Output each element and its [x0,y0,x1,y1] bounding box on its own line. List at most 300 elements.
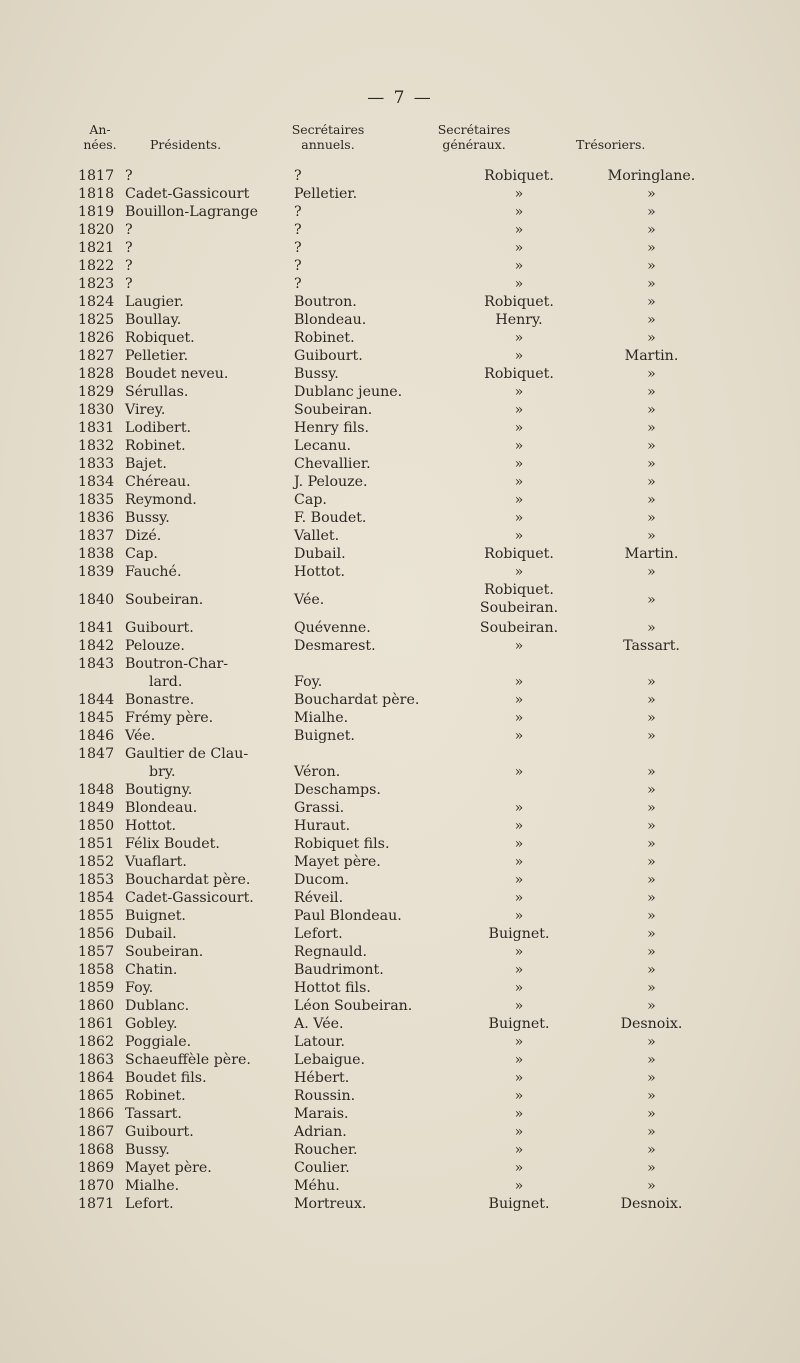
year-cell: 1863 [78,1052,115,1068]
president-cell: Bussy. [125,510,170,526]
tresorier-cell: » [647,728,656,744]
president-cell: ? [125,258,133,274]
secretaire-annuel-cell: Roussin. [294,1088,356,1104]
secretaire-general-cell: » [514,1160,524,1176]
table-row [78,1123,709,1141]
tresorier-cell: Tassart. [623,638,680,654]
secretaire-annuel-cell: Méhu. [294,1178,340,1194]
secretaire-annuel-cell: Hébert. [294,1070,350,1086]
year-cell: 1840 [78,592,115,608]
president-cell: Dizé. [125,528,162,544]
table-row [78,581,709,619]
tresorier-cell: » [647,1160,656,1176]
president-cell: Frémy père. [125,710,214,726]
table-row [78,527,709,545]
table-row [78,835,709,853]
secretaire-general-cell: » [514,384,524,400]
table-row [78,997,709,1015]
table-row [78,727,709,745]
table-row [78,781,709,799]
tresorier-cell: » [647,818,656,834]
president-cell: Vuaflart. [125,854,187,870]
secretaire-general-cell: Robiquet. [484,546,554,562]
tresorier-cell: » [647,782,656,798]
table-row [78,691,709,709]
year-cell: 1849 [78,800,115,816]
secretaire-general-cell: » [514,276,524,292]
year-cell: 1852 [78,854,115,870]
secretaire-annuel-cell [294,745,444,763]
secretaire-general-cell: » [514,1142,524,1158]
year-cell: 1830 [78,402,115,418]
president-cell: Félix Boudet. [125,836,220,852]
secretaire-annuel-cell: Robinet. [294,330,355,346]
officers-table [78,167,709,1213]
secretaire-general-cell [444,655,594,673]
president-cell: Bajet. [125,456,167,472]
year-cell: 1867 [78,1124,115,1140]
table-row [78,365,709,383]
secretaire-general-cell: » [514,204,524,220]
year-cell: 1842 [78,638,115,654]
secretaire-annuel-cell: Desmarest. [294,638,376,654]
header-secretaires-annuels: Secrétaires annuels. [291,122,365,152]
tresorier-cell: » [647,492,656,508]
tresorier-cell: » [647,836,656,852]
year-cell [78,763,125,781]
president-cell: Cadet-Gassicourt [125,186,250,202]
table-row [78,817,709,835]
year-cell: 1865 [78,1088,115,1104]
president-cell: Boutron-Char- [125,656,229,672]
secretaire-annuel-cell: Foy. [294,674,323,690]
president-cell: ? [125,222,133,238]
secretaire-general-cell: Buignet. [488,1016,550,1032]
table-row [78,203,709,221]
tresorier-cell: » [647,692,656,708]
secretaire-general-cell: » [514,474,524,490]
tresorier-cell: » [647,474,656,490]
table-row [78,329,709,347]
tresorier-cell: » [647,456,656,472]
tresorier-cell: » [647,1106,656,1122]
president-cell: Bonastre. [125,692,195,708]
secretaire-general-cell: » [514,710,524,726]
table-row [78,979,709,997]
year-cell: 1871 [78,1196,115,1212]
tresorier-cell: » [647,258,656,274]
table-row [78,1177,709,1195]
secretaire-annuel-cell: Regnauld. [294,944,368,960]
secretaire-general-cell: » [514,998,524,1014]
year-cell: 1828 [78,366,115,382]
table-row [78,275,709,293]
secretaire-annuel-cell: Cap. [294,492,327,508]
year-cell: 1856 [78,926,115,942]
table-row [78,563,709,581]
secretaire-general-cell: » [514,564,524,580]
secretaire-general-cell: » [514,638,524,654]
president-cell: Chéreau. [125,474,191,490]
year-cell: 1820 [78,222,115,238]
president-cell: Reymond. [125,492,197,508]
year-cell: 1845 [78,710,115,726]
president-cell: Hottot. [125,818,177,834]
tresorier-cell: » [647,294,656,310]
table-row [78,455,709,473]
secretaire-annuel-cell: Baudrimont. [294,962,384,978]
table-row [78,491,709,509]
tresorier-cell: » [647,240,656,256]
tresorier-cell: » [647,1070,656,1086]
tresorier-cell: » [647,800,656,816]
year-cell: 1851 [78,836,115,852]
table-row [78,509,709,527]
president-cell: Gobley. [125,1016,178,1032]
secretaire-annuel-cell: ? [294,276,302,292]
secretaire-general-cell: » [514,1034,524,1050]
table-row [78,1087,709,1105]
table-row [78,673,709,691]
president-cell: Poggiale. [125,1034,192,1050]
secretaire-annuel-cell: F. Boudet. [294,510,367,526]
year-cell: 1825 [78,312,115,328]
secretaire-annuel-cell: Bussy. [294,366,339,382]
year-cell: 1833 [78,456,115,472]
tresorier-cell: Moringlane. [607,168,696,184]
table-row [78,799,709,817]
president-cell: Pelouze. [125,638,185,654]
tresorier-cell: » [647,710,656,726]
president-cell: Fauché. [125,564,182,580]
secretaire-annuel-cell: Blondeau. [294,312,367,328]
president-cell: Guibourt. [125,620,194,636]
secretaire-general-cell: » [514,962,524,978]
secretaire-annuel-cell: Guibourt. [294,348,363,364]
secretaire-general-cell: » [514,456,524,472]
secretaire-annuel-cell: Réveil. [294,890,344,906]
header-years: An- nées. [83,122,117,152]
president-cell: Bussy. [125,1142,170,1158]
secretaire-general-cell: Robiquet. [484,294,554,310]
year-cell: 1866 [78,1106,115,1122]
table-row [78,1033,709,1051]
header-presidents: Présidents. [150,137,222,152]
secretaire-general-line: Soubeiran. [479,600,559,616]
president-cell: Dublanc. [125,998,190,1014]
table-row [78,1069,709,1087]
secretaire-annuel-cell: Henry fils. [294,420,370,436]
tresorier-cell: » [647,402,656,418]
secretaire-general-cell: » [514,1070,524,1086]
year-cell: 1861 [78,1016,115,1032]
secretaire-annuel-cell: Soubeiran. [294,402,373,418]
tresorier-cell: » [647,276,656,292]
president-cell: Pelletier. [125,348,189,364]
president-cell: Vée. [125,728,156,744]
secretaire-annuel-cell: ? [294,240,302,256]
year-cell: 1848 [78,782,115,798]
president-cell: Guibourt. [125,1124,194,1140]
secretaire-annuel-cell: Lebaigue. [294,1052,366,1068]
president-cell: Foy. [125,980,154,996]
table-row [78,907,709,925]
president-cell: Tassart. [125,1106,182,1122]
secretaire-annuel-cell: Paul Blondeau. [294,908,402,924]
president-cell: Lefort. [125,1196,174,1212]
tresorier-cell [594,745,709,763]
secretaire-general-cell: » [514,836,524,852]
secretaire-annuel-cell: Latour. [294,1034,345,1050]
secretaire-general-cell: » [514,1106,524,1122]
tresorier-cell: » [647,908,656,924]
year-cell: 1832 [78,438,115,454]
secretaire-general-cell: » [514,222,524,238]
secretaire-annuel-cell: A. Vée. [294,1016,344,1032]
table-row [78,473,709,491]
secretaire-annuel-cell: Bouchardat père. [294,692,420,708]
table-row [78,419,709,437]
tresorier-cell: » [647,1142,656,1158]
table-row [78,871,709,889]
secretaire-annuel-cell: Vée. [294,592,325,608]
secretaire-annuel-cell: Grassi. [294,800,345,816]
tresorier-cell: » [647,674,656,690]
tresorier-cell [594,655,709,673]
president-cell: bry. [149,764,176,780]
table-row [78,1195,709,1213]
table-row [78,401,709,419]
secretaire-annuel-cell: Huraut. [294,818,351,834]
secretaire-annuel-cell: Robiquet fils. [294,836,390,852]
year-cell [78,673,125,691]
president-cell: Schaeuffèle père. [125,1052,251,1068]
table-row [78,347,709,365]
year-cell: 1817 [78,168,115,184]
table-row [78,1141,709,1159]
secretaire-general-cell: Buignet. [488,926,550,942]
president-cell: Cadet-Gassicourt. [125,890,254,906]
secretaire-annuel-cell: Mialhe. [294,710,349,726]
secretaire-general-cell: » [514,1088,524,1104]
year-cell: 1838 [78,546,115,562]
table-row [78,709,709,727]
tresorier-cell: » [647,854,656,870]
secretaire-annuel-cell: Vallet. [294,528,340,544]
tresorier-cell: » [647,510,656,526]
year-cell: 1834 [78,474,115,490]
secretaire-annuel-cell [294,655,444,673]
secretaire-annuel-cell: Coulier. [294,1160,350,1176]
tresorier-cell: Martin. [624,348,679,364]
secretaire-general-cell: » [514,330,524,346]
table-row [78,1015,709,1033]
tresorier-cell: » [647,1124,656,1140]
secretaire-general-cell: » [514,692,524,708]
tresorier-cell: » [647,620,656,636]
president-cell: Boutigny. [125,782,193,798]
year-cell: 1823 [78,276,115,292]
secretaire-annuel-cell: ? [294,258,302,274]
tresorier-cell: Martin. [624,546,679,562]
president-cell: Mayet père. [125,1160,212,1176]
president-cell: Boullay. [125,312,182,328]
year-cell: 1837 [78,528,115,544]
table-row [78,257,709,275]
tresorier-cell: » [647,564,656,580]
page-number: — 7 — [367,88,433,108]
year-cell: 1858 [78,962,115,978]
year-cell: 1847 [78,746,115,762]
tresorier-cell: » [647,438,656,454]
secretaire-annuel-cell: Mayet père. [294,854,381,870]
year-cell: 1859 [78,980,115,996]
secretaire-general-cell: » [514,420,524,436]
secretaire-general-cell: » [514,348,524,364]
year-cell: 1844 [78,692,115,708]
year-cell: 1850 [78,818,115,834]
secretaire-annuel-cell: Pelletier. [294,186,358,202]
tresorier-cell: » [647,330,656,346]
president-cell: ? [125,240,133,256]
table-row [78,637,709,655]
tresorier-cell: » [647,764,656,780]
president-cell: Soubeiran. [125,944,204,960]
table-row [78,925,709,943]
secretaire-annuel-cell: ? [294,204,302,220]
table-row [78,1159,709,1177]
secretaire-general-cell: » [514,492,524,508]
table-row [78,1105,709,1123]
tresorier-cell: » [647,1088,656,1104]
secretaire-annuel-cell: Léon Soubeiran. [294,998,413,1014]
year-cell: 1818 [78,186,115,202]
president-cell: Gaultier de Clau- [125,746,249,762]
tresorier-cell: » [647,1178,656,1194]
year-cell: 1831 [78,420,115,436]
tresorier-cell: » [647,222,656,238]
table-row [78,961,709,979]
tresorier-cell: » [647,366,656,382]
president-cell: Boudet fils. [125,1070,207,1086]
secretaire-annuel-cell: Chevallier. [294,456,371,472]
year-cell: 1855 [78,908,115,924]
year-cell: 1824 [78,294,115,310]
secretaire-annuel-cell: J. Pelouze. [294,474,368,490]
secretaire-general-cell: » [514,854,524,870]
tresorier-cell: » [647,962,656,978]
secretaire-general-cell: » [514,438,524,454]
table-row [78,1051,709,1069]
president-cell: Chatin. [125,962,178,978]
secretaire-annuel-cell: Quévenne. [294,620,371,636]
tresorier-cell: » [647,384,656,400]
year-cell: 1857 [78,944,115,960]
table-row [78,763,709,781]
secretaire-general-cell: » [514,764,524,780]
secretaire-annuel-cell: Roucher. [294,1142,358,1158]
secretaire-general-cell: » [514,908,524,924]
secretaire-annuel-cell: ? [294,222,302,238]
secretaire-general-cell [444,581,594,619]
year-cell: 1829 [78,384,115,400]
secretaire-general-cell: » [514,240,524,256]
secretaire-general-cell [444,745,594,763]
secretaire-annuel-cell: Buignet. [294,728,355,744]
secretaire-general-cell: » [514,528,524,544]
president-cell: Bouillon-Lagrange [125,204,259,220]
table-row [78,383,709,401]
secretaire-annuel-cell: ? [294,168,302,184]
table-row [78,943,709,961]
tresorier-cell: Desnoix. [620,1016,683,1032]
secretaire-annuel-cell: Boutron. [294,294,357,310]
header-secretaires-generaux: Secrétaires généraux. [437,122,511,152]
table-row [78,545,709,563]
president-cell: Dubail. [125,926,177,942]
year-cell: 1860 [78,998,115,1014]
secretaire-general-cell: » [514,944,524,960]
year-cell: 1841 [78,620,115,636]
year-cell: 1853 [78,872,115,888]
year-cell: 1846 [78,728,115,744]
tresorier-cell: » [647,980,656,996]
tresorier-cell: » [647,312,656,328]
secretaire-annuel-cell: Dublanc jeune. [294,384,403,400]
secretaire-general-cell: » [514,818,524,834]
secretaire-general-line: Robiquet. [484,582,554,598]
year-cell: 1819 [78,204,115,220]
year-cell: 1862 [78,1034,115,1050]
president-cell: Sérullas. [125,384,189,400]
year-cell: 1836 [78,510,115,526]
tresorier-cell: » [647,528,656,544]
secretaire-general-cell: » [514,186,524,202]
table-row [78,853,709,871]
tresorier-cell: » [647,890,656,906]
table-row [78,619,709,637]
year-cell: 1835 [78,492,115,508]
president-cell: ? [125,168,133,184]
header-tresoriers: Trésoriers. [576,137,646,152]
secretaire-annuel-cell: Hottot. [294,564,346,580]
secretaire-annuel-cell: Lecanu. [294,438,352,454]
tresorier-cell: » [647,998,656,1014]
secretaire-general-cell: » [514,980,524,996]
president-cell: Robinet. [125,1088,186,1104]
secretaire-annuel-cell: Dubail. [294,546,346,562]
secretaire-general-cell: » [514,728,524,744]
secretaire-general-cell: » [514,402,524,418]
tresorier-cell: » [647,204,656,220]
year-cell: 1822 [78,258,115,274]
president-cell: Robiquet. [125,330,195,346]
secretaire-annuel-cell: Hottot fils. [294,980,371,996]
president-cell: Bouchardat père. [125,872,251,888]
secretaire-general-cell: Soubeiran. [479,620,559,636]
president-cell: Lodibert. [125,420,192,436]
president-cell: Soubeiran. [125,592,204,608]
secretaire-general-cell: » [514,872,524,888]
table-row [78,185,709,203]
secretaire-annuel-cell: Marais. [294,1106,349,1122]
secretaire-general-cell: » [514,800,524,816]
year-cell: 1821 [78,240,115,256]
year-cell: 1870 [78,1178,115,1194]
president-cell: Blondeau. [125,800,198,816]
secretaire-annuel-cell: Ducom. [294,872,349,888]
year-cell: 1869 [78,1160,115,1176]
